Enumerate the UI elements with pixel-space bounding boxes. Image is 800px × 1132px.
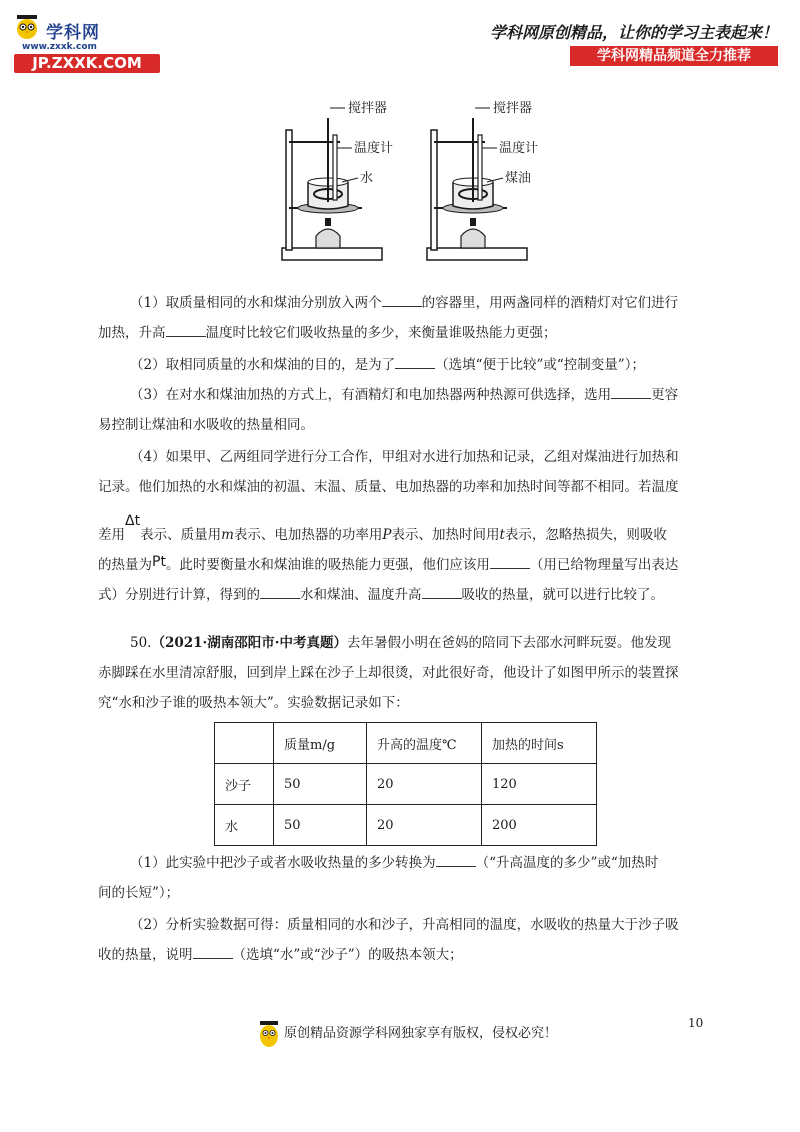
table-header-cell: 加热的时间s [482,723,597,764]
subquestion-1 [98,848,718,908]
q4-text-c5: 表示，忽略热损失，则吸收 [504,527,667,543]
q2-text-a: （2）取相同质量的水和煤油的目的，是为了 [130,357,396,373]
q4-text-e1: 式）分别进行计算，得到的 [98,587,260,603]
problem-text-c: 究“水和沙子谁的吸热本领大”。实验数据记录如下： [98,695,409,711]
subquestion-2 [98,910,718,970]
header-slogan: 学科网原创精品，让你的学习主表起来！ [489,23,778,42]
label-left-thermometer: 温度计 [354,141,394,156]
table-header-cell [215,723,274,764]
answer-blank[interactable] [395,368,435,369]
q1-text-b: 的容器里，用两盏同样的酒精灯对它们进行 [421,295,679,311]
table-cell: 50 [274,805,367,846]
q4-text-c1: 差用 [98,527,125,543]
table-header-cell: 质量m/g [274,723,367,764]
symbol-t: t [499,527,505,543]
table-cell: 200 [482,805,597,846]
q4-text-d2: 。此时要衡量水和煤油谁的吸热能力更强，他们应该用 [165,557,490,573]
apparatus-figure [270,90,560,265]
answer-blank[interactable] [193,958,233,959]
header-recommend-badge: 学科网精品频道全力推荐 [570,46,778,66]
table-header-cell: 升高的温度℃ [367,723,482,764]
q3-text-a: （3）在对水和煤油加热的方式上，有酒精灯和电加热器两种热源可供选择，选用 [130,387,612,403]
question-3 [98,380,718,440]
question-4-cont [98,513,718,610]
page-number: 10 [688,1016,704,1030]
answer-blank[interactable] [490,568,530,569]
answer-blank[interactable] [436,866,476,867]
q4-text-a: （4）如果甲、乙两组同学进行分工合作，甲组对水进行加热和记录，乙组对煤油进行加热和 [130,449,679,465]
problem-50 [98,628,718,718]
q3-text-c: 易控制让煤油和水吸收的热量相同。 [98,417,314,433]
label-right-stirrer: 搅拌器 [493,101,533,116]
table-cell: 20 [367,764,482,805]
table-row [215,764,597,805]
question-1 [98,288,718,348]
q4-text-c4: 表示、加热时间用 [391,527,500,543]
owl-logo-icon [14,14,40,40]
table-cell: 50 [274,764,367,805]
s1-text-a: （1）此实验中把沙子或者水吸收热量的多少转换为 [130,855,436,871]
logo-url: www.zxxk.com [22,42,97,52]
q3-text-b: 更容 [651,387,679,403]
table-cell: 120 [482,764,597,805]
s1-text-c: 间的长短”）； [98,885,180,901]
q4-text-c3: 表示、电加热器的功率用 [233,527,383,543]
table-cell: 20 [367,805,482,846]
label-left-liquid: 水 [360,171,374,186]
footer-copyright: 原创精品资源学科网独家享有版权，侵权必究！ [284,1026,558,1041]
answer-blank[interactable] [422,598,462,599]
q4-text-e3: 吸收的热量，就可以进行比较了。 [461,587,664,603]
symbol-m: m [221,527,234,543]
q4-text-d1: 的热量为 [98,557,152,573]
q1-text-d: 温度时比较它们吸收热量的多少，来衡量谁吸热能力更强； [205,325,557,341]
label-right-thermometer: 温度计 [499,141,539,156]
problem-number: 50. [130,635,152,651]
q4-text-e2: 水和煤油、温度升高 [300,587,422,603]
problem-text-b: 赤脚踩在水里清凉舒服，回到岸上踩在沙子上却很烫，对此很好奇，他设计了如图甲所示的装置探 [98,665,679,681]
q1-text-c: 加热，升高 [98,325,166,341]
delta-t-symbol: Δt [125,513,141,529]
answer-blank[interactable] [382,306,422,307]
table-header-row [215,723,597,764]
q4-text-c2: 表示、质量用 [140,527,222,543]
answer-blank[interactable] [260,598,300,599]
q2-text-b: （选填“便于比较”或“控制变量”）； [435,357,645,373]
question-4 [98,442,718,502]
table-cell: 沙子 [215,764,274,805]
problem-source: （2021·湖南邵阳市·中考真题） [151,635,347,651]
logo-domain-badge: JP.ZXXK.COM [14,54,160,73]
answer-blank[interactable] [166,336,206,337]
question-2 [98,350,718,380]
q4-text-d3: （用已给物理量写出表达 [529,557,679,573]
s2-text-b: 收的热量，说明 [98,947,193,963]
table-row [215,805,597,846]
s2-text-a: （2）分析实验数据可得：质量相同的水和沙子，升高相同的温度，水吸收的热量大于沙子吸 [130,917,679,933]
problem-text-a: 去年暑假小明在爸妈的陪同下去邵水河畔玩耍。他发现 [346,635,671,651]
owl-footer-icon [258,1020,280,1048]
q1-text-a: （1）取质量相同的水和煤油分别放入两个 [130,295,382,311]
symbol-P: P [382,527,392,543]
table-cell: 水 [215,805,274,846]
answer-blank[interactable] [611,398,651,399]
formula-Pt: Pt [152,554,166,570]
data-table [214,722,597,846]
s1-text-b: （“升高温度的多少”或“加热时 [475,855,659,871]
q4-text-b: 记录。他们加热的水和煤油的初温、末温、质量、电加热器的功率和加热时间等都不相同。若温度 [98,479,679,495]
label-right-liquid: 煤油 [505,171,532,186]
s2-text-c: （选填“水”或“沙子”）的吸热本领大； [232,947,463,963]
logo-title: 学科网 [46,23,100,43]
label-left-stirrer: 搅拌器 [348,101,388,116]
